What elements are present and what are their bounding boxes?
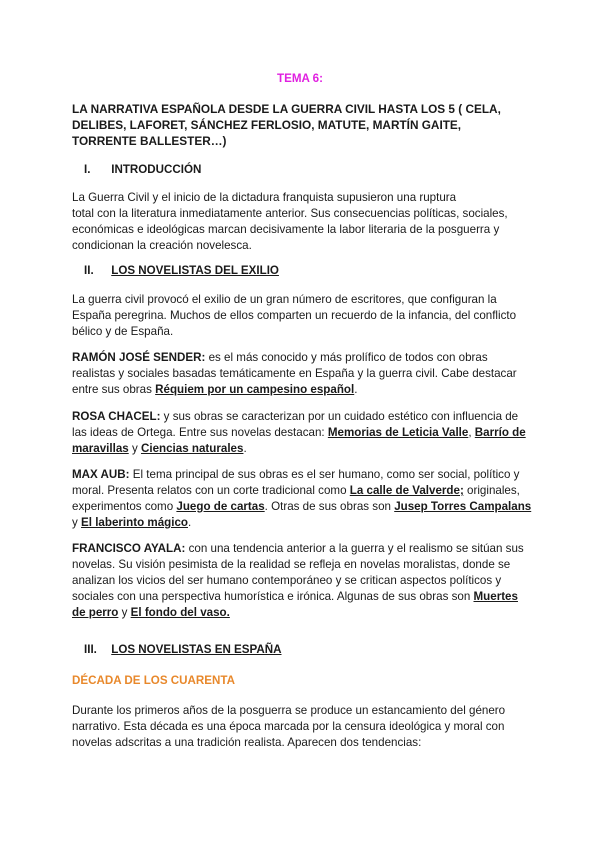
author-name: MAX AUB: xyxy=(72,468,130,481)
author-text: El tema principal de sus obras es el ser humano, como ser social, político y moral. Presenta relatos con un corte tradicional como xyxy=(72,468,520,497)
document-title: LA NARRATIVA ESPAÑOLA DESDE LA GUERRA CIVIL HASTA LOS 5 ( CELA, DELIBES, LAFORET, SÁNCHEZ FERLOSIO, MATUTE, MARTÍN GAITE, TORRENTE BALLESTER…) xyxy=(72,102,501,148)
author-chacel-paragraph xyxy=(72,409,532,457)
author-text: con una tendencia anterior a la guerra y el realismo se sitúan sus novelas. Su visión pesimista de la realidad se refleja en novelas moralistas, donde se analizan los vicios del ser humano contemporáneo y se critican aspectos políticos y sociales con una perspectiva humorística e irónica. Algunas de sus obras son xyxy=(72,542,524,603)
author-text: originales, experimentos como xyxy=(72,484,520,513)
work-title: Barrío de maravillas xyxy=(72,426,526,455)
separator: y xyxy=(72,516,82,529)
work-title: Memorias de Leticia Valle xyxy=(327,426,469,439)
separator: y xyxy=(118,606,131,619)
punct: . xyxy=(354,383,358,396)
author-name: ROSA CHACEL: xyxy=(72,410,161,423)
work-title: Réquiem por un campesino español xyxy=(155,383,355,396)
work-title: Juego de cartas xyxy=(176,500,265,513)
section-label: INTRODUCCIÓN xyxy=(111,163,202,176)
author-ayala-paragraph xyxy=(72,541,532,621)
section-heading-introduccion xyxy=(84,163,201,176)
exilio-paragraph: La guerra civil provocó el exilio de un gran número de escritores, que configuran la España peregrina. Muchos de ellos comparten un recuerdo de la infancia, del conflicto bélico y de España. xyxy=(72,293,517,338)
section-number: II. xyxy=(84,264,94,277)
author-text: es el más conocido y más prolífico de todos con obras realistas y sociales basadas temáticamente en España y la guerra civil. Cabe destacar entre sus obras xyxy=(72,351,517,396)
decada-paragraph: Durante los primeros años de la posguerra se produce un estancamiento del género narrativo. Esta década es una época marcada por la censura ideológica y moral con novelas adscritas a una tradición realista. Aparecen dos tendencias: xyxy=(72,704,506,749)
work-title: El laberinto mágico xyxy=(81,516,188,529)
author-aub-paragraph xyxy=(72,467,532,531)
work-title: El fondo del vaso. xyxy=(130,606,230,619)
separator: y xyxy=(128,442,141,455)
tema-label: TEMA 6: xyxy=(277,72,323,85)
intro-line: La Guerra Civil y el inicio de la dictadura franquista supusieron una ruptura xyxy=(72,191,457,204)
intro-paragraph xyxy=(72,190,532,254)
section-label: LOS NOVELISTAS DEL EXILIO xyxy=(111,264,279,277)
intro-line: total con la literatura inmediatamente anterior. Sus consecuencias políticas, sociales, xyxy=(72,207,508,220)
author-text: y sus obras se caracterizan por un cuidado estético con influencia de las ideas de Ortega. Entre sus novelas destacan: xyxy=(72,410,519,439)
work-title: Muertes de perro xyxy=(72,590,518,619)
separator: , xyxy=(468,426,475,439)
section-number: III. xyxy=(84,643,97,656)
section-heading-exilio xyxy=(84,264,279,277)
intro-line: económicas e ideológicas marcan decisivamente la labor literaria de la posguerra y xyxy=(72,223,500,236)
author-text: . Otras de sus obras son xyxy=(264,500,395,513)
section-heading-espana xyxy=(84,643,282,656)
section-number: I. xyxy=(84,163,91,176)
work-title: La calle de Valverde; xyxy=(349,484,464,497)
author-name: RAMÓN JOSÉ SENDER: xyxy=(72,351,206,364)
subheading-decada: DÉCADA DE LOS CUARENTA xyxy=(72,674,235,687)
author-sender-paragraph xyxy=(72,350,532,398)
punct: . xyxy=(243,442,247,455)
author-name: FRANCISCO AYALA: xyxy=(72,542,186,555)
intro-line: condicionan la creación novelesca. xyxy=(72,239,252,252)
work-title: Jusep Torres Campalans xyxy=(394,500,532,513)
section-label: LOS NOVELISTAS EN ESPAÑA xyxy=(111,643,282,656)
work-title: Ciencias naturales xyxy=(140,442,244,455)
punct: . xyxy=(187,516,192,529)
